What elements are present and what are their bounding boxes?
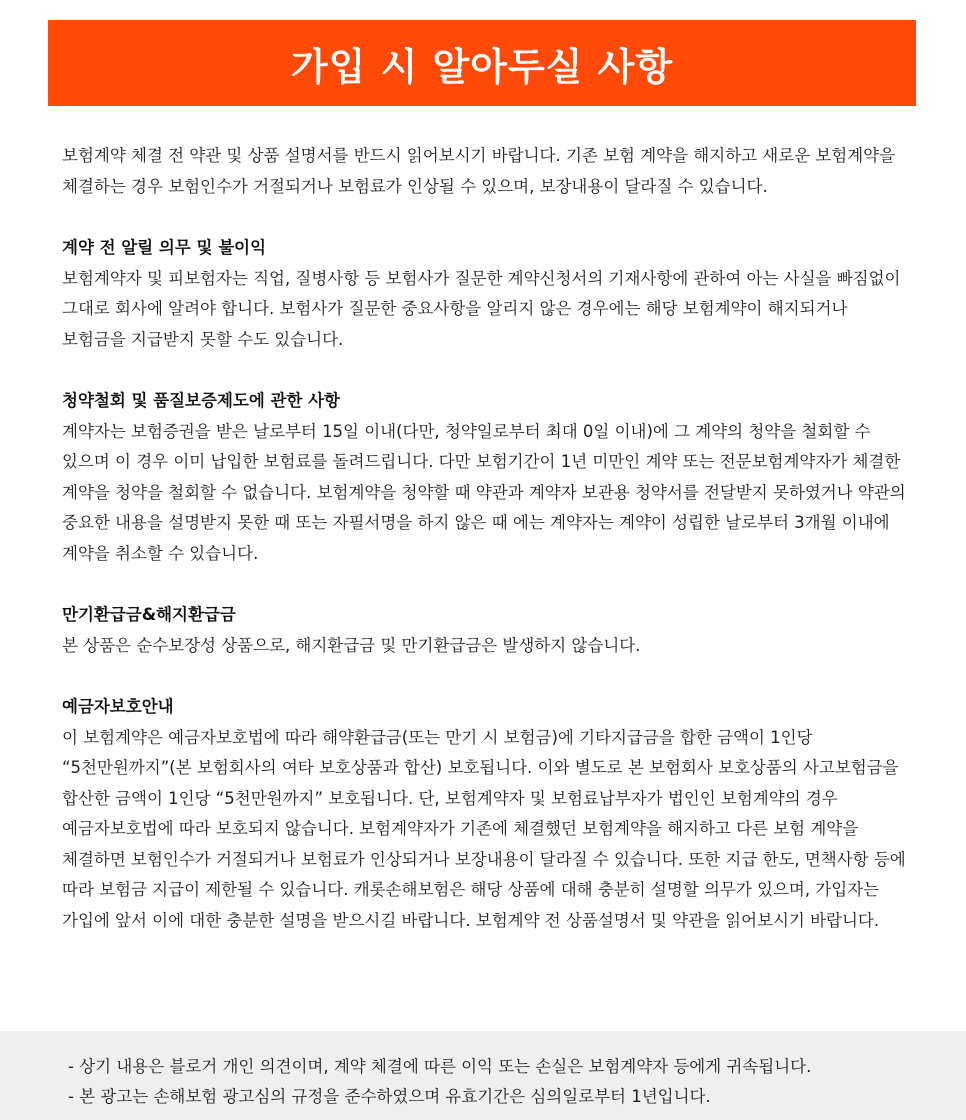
section-paragraph: 계약자는 보험증권을 받은 날로부터 15일 이내(다만, 청약일로부터 최대 0일 이내)에 그 계약의 청약을 철회할 수 있으며 이 경우 이미 납입한 보험료를 돌려드립니다. 다만 보험기간이 1년 미만인 계약 또는 전문보험계약자가 체결한 계약을 청약을 철회할 수 없습니다. 보험계약을 청약할 때 약관과 계약자 보관용 청약서를 전달받지 못하였거나 약관의 중요한 내용을 설명받지 못한 때 또는 자필서명을 하지 않은 때 에는 계약자는 계약이 성립한 날로부터 3개월 이내에 계약을 취소할 수 있습니다. — [62, 421, 906, 563]
section-title: 계약 전 알릴 의무 및 불이익 — [62, 238, 267, 257]
banner-title: 가입 시 알아두실 사항 — [290, 44, 674, 89]
notice-banner — [48, 20, 916, 106]
section-title: 청약철회 및 품질보증제도에 관한 사항 — [62, 391, 341, 410]
section-withdrawal — [62, 386, 912, 569]
intro-paragraph: 보험계약 체결 전 약관 및 상품 설명서를 반드시 읽어보시기 바랍니다. 기존 보험 계약을 해지하고 새로운 보험계약을 체결하는 경우 보험인수가 거절되거나 보험료가 인상될 수 있으며, 보장내용이 달라질 수 있습니다. — [62, 146, 896, 196]
section-paragraph: 이 보험계약은 예금자보호법에 따라 해약환급금(또는 만기 시 보험금)에 기타지급금을 합한 금액이 1인당 “5천만원까지”(본 보험회사의 여타 보호상품과 합산) 보호됩니다. 이와 별도로 본 보험회사 보호상품의 사고보험금을 합산한 금액이 1인당 “5천만원까지” 보호됩니다. 단, 보험계약자 및 보험료납부자가 법인인 보험계약의 경우 예금자보호법에 따라 보호되지 않습니다. 보험계약자가 기존에 체결했던 보험계약을 해지하고 다른 보험 계약을 체결하면 보험인수가 거절되거나 보험료가 인상되거나 보장내용이 달라질 수 있습니다. 또한 지급 한도, 면책사항 등에 따라 보험금 지급이 제한될 수 있습니다. 캐롯손해보험은 해당 상품에 대해 충분히 설명할 의무가 있으며, 가입자는 가입에 앞서 이에 대한 충분한 설명을 받으시길 바랍니다. 보험계약 전 상품설명서 및 약관을 읽어보시기 바랍니다. — [62, 727, 906, 930]
section-disclosure-duty — [62, 233, 912, 355]
disclaimer-footer — [0, 1031, 966, 1120]
section-depositor-protection — [62, 692, 912, 936]
notice-content — [62, 141, 912, 936]
section-paragraph: 본 상품은 순수보장성 상품으로, 해지환급금 및 만기환급금은 발생하지 않습니다. — [62, 635, 641, 655]
section-paragraph: 보험계약자 및 피보험자는 직업, 질병사항 등 보험사가 질문한 계약신청서의 기재사항에 관하여 아는 사실을 빠짐없이 그대로 회사에 알려야 합니다. 보험사가 질문한 중요사항을 알리지 않은 경우에는 해당 보험계약이 해지되거나 보험금을 지급받지 못할 수도 있습니다. — [62, 268, 901, 349]
disclaimer-list — [68, 1052, 811, 1112]
disclaimer-item: - 상기 내용은 블로거 개인 의견이며, 계약 체결에 따른 이익 또는 손실은 보험계약자 등에게 귀속됩니다. — [68, 1057, 812, 1076]
section-title: 만기환급금&해지환급금 — [62, 605, 236, 624]
section-title: 예금자보호안내 — [62, 697, 174, 716]
section-refund — [62, 600, 912, 661]
disclaimer-item: - 본 광고는 손해보험 광고심의 규정을 준수하였으며 유효기간은 심의일로부터 1년입니다. — [68, 1087, 711, 1106]
